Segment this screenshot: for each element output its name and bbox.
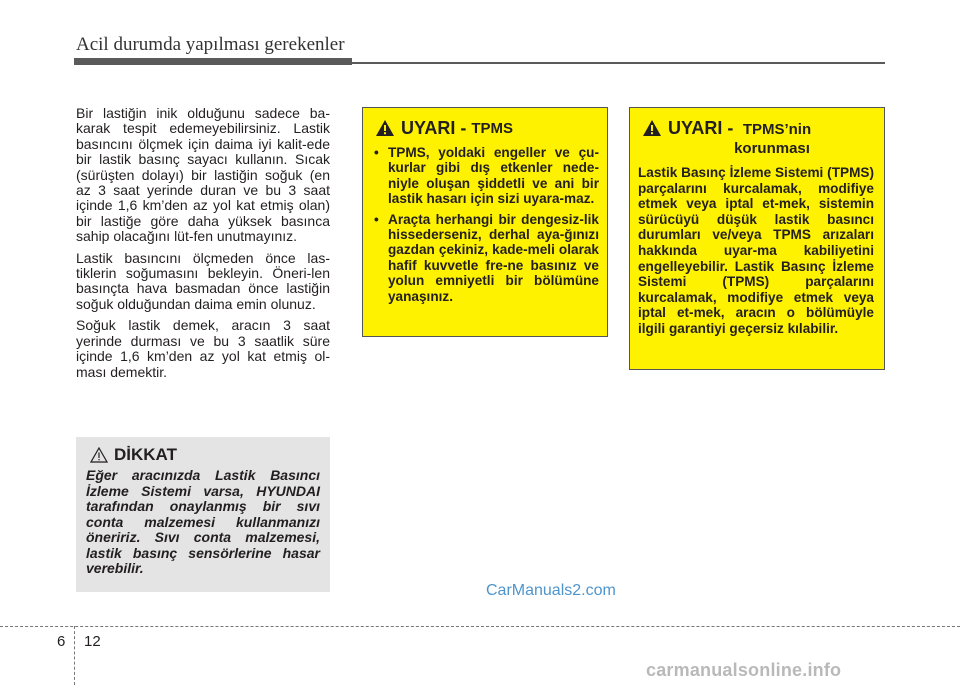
footer-rule [0, 626, 960, 627]
paragraph-3: Soğuk lastik demek, aracın 3 saat yerinde durması ve bu 3 saatlik süre içinde 1,6 km’den az yol kat etmiş ol-ması demektir. [76, 317, 330, 380]
caution-text: Eğer aracınızda Lastik Basıncı İzleme Sistemi varsa, HYUNDAI tarafından onaylanmış bir sıvı conta malzemesi kullanmanızı öneririz. Sıvı conta malzemesi, lastik basınç sensörlerine hasar verebilir. [86, 467, 320, 576]
warning-subject-line2: korunması [734, 140, 810, 157]
warning-triangle-icon [375, 119, 395, 137]
header-rule-thin [352, 62, 885, 64]
warning-text: Lastik Basınç İzleme Sistemi (TPMS) parçalarını kurcalamak, modifiye etmek veya iptal et-mek, sistemin sürücüyü düşük lastik basıncı durumları ve/veya TPMS arızaları hakkında uyar-ma kabiliyetini engelleyebilir. Lastik Basınç İzleme Sistemi (TPMS) parçalarını kurcalamak, modifiye etmek veya iptal et-mek, aracın o bölümüyle ilgili garantiyi geçersiz kılabilir. [638, 165, 874, 336]
caution-box [76, 437, 330, 592]
page-header-title: Acil durumda yapılması gerekenler [76, 34, 345, 55]
warning-label: UYARI - [668, 118, 734, 138]
warning-header [638, 118, 876, 157]
footer-chapter-number: 6 [57, 633, 66, 650]
caution-triangle-icon [90, 447, 108, 463]
body-text-column [76, 106, 330, 386]
warning-subject-line1: TPMS’nin [742, 121, 812, 138]
warning-header [371, 118, 599, 139]
warning-subject: TPMS [471, 120, 514, 137]
caution-title: DİKKAT [114, 445, 177, 464]
footer-page-number: 12 [84, 633, 101, 650]
warning-triangle-icon [642, 119, 662, 137]
footer-divider [74, 626, 75, 685]
watermark-carmanuals2[interactable]: CarManuals2.com [486, 582, 616, 599]
warning-label: UYARI - [401, 118, 467, 138]
warning-box-tpms [362, 107, 608, 337]
paragraph-1: Bir lastiğin inik olduğunu sadece ba-karak tespit edemeyebilirsiniz. Lastik basıncını ölçmek için daima iyi kalit-ede bir lastik basınç sayacı kullanın. Sıcak (sürüşten dolayı) bir lastiğin soğuk (en az 3 saat yerinde duran ve bu 3 saat içinde 1,6 km’den az yol kat etmiş olan) bir lastiğe göre daha yüksek basınca sahip olacağını lüt-fen unutmayınız. [76, 105, 330, 245]
warning-list-item: • Araçta herhangi bir dengesiz-lik hissederseniz, derhal aya-ğınızı gazdan çekiniz, kade-meli olarak hafif kuvvetle fre-ne basınız ve yolun emniyetli bir bölümüne yanaşınız. [371, 212, 599, 304]
caution-header [86, 445, 322, 465]
footer-source-watermark[interactable]: carmanualsonline.info [646, 660, 842, 680]
warning-list-item: • TPMS, yoldaki engeller ve çu-kurlar gibi dış etkenler nede-niyle oluşan şiddetli ve ani bir lastik hasarı için sizi uyara-maz. [371, 145, 599, 207]
warning-box-tpms-protection [629, 107, 885, 370]
header-rule-thick [74, 58, 352, 65]
warning-list [371, 145, 599, 304]
paragraph-2: Lastik basıncını ölçmeden önce las-tiklerin soğumasını bekleyin. Öneri-len basınçta hava basmadan önce lastiğin soğuk olduğundan daima emin olunuz. [76, 249, 330, 312]
